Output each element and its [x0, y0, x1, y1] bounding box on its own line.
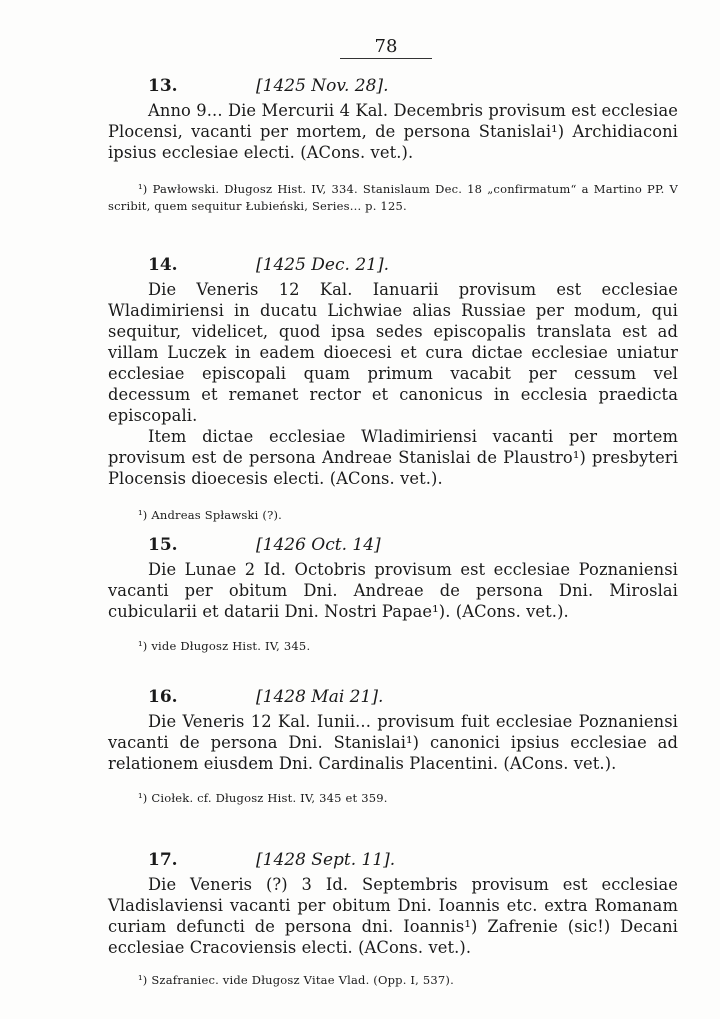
entry-heading: [108, 687, 678, 711]
entry-number: 16.: [148, 687, 178, 707]
entry-text: Die Veneris 12 Kal. Iunii... provisum fuit ecclesiae Poznaniensi vacanti de persona Dni. Stanislai¹) canonici ipsius ecclesiae ad relationem eiusdem Dni. Cardinalis Placentini. (ACons. vet.).: [108, 712, 678, 773]
entry-17: [108, 850, 678, 989]
page-number: 78: [340, 36, 432, 59]
entry-text: Die Veneris 12 Kal. Ianuarii provisum est ecclesiae Wladimiriensi in ducatu Lichwiae alias Russiae per modum, qui sequitur, videlicet, quod ipsa sedes episcopalis translata est ad villam Luczek in eadem dioecesi et cura dictae ecclesiae uniatur ecclesiae episcopali quam primum vacabit per cessum vel decessum et remanet rector et canonicus in ecclesia praedicta episcopali.: [108, 280, 678, 425]
entry-text: Item dictae ecclesiae Wladimiriensi vacanti per mortem provisum est de persona Andreae Stanislai de Plaustro¹) presbyteri Plocensis dioecesis electi. (ACons. vet.).: [108, 427, 678, 488]
entry-date: [1428 Sept. 11].: [256, 850, 396, 870]
entry-text: Die Veneris (?) 3 Id. Septembris provisum est ecclesiae Vladislaviensi vacanti per obitum Dni. Ioannis etc. extra Romanam curiam defuncti de persona dni. Ioannis¹) Zafrenie (sic!) Decani ecclesiae Cracoviensis electi. (ACons. vet.).: [108, 875, 678, 957]
entry-date: [1428 Mai 21].: [256, 687, 384, 707]
entry-16: [108, 687, 678, 807]
entry-number: 15.: [148, 535, 178, 555]
entry-text: Die Lunae 2 Id. Octobris provisum est ecclesiae Poznaniensi vacanti per obitum Dni. Andreae de persona Dni. Miroslai cubicularii et datarii Dni. Nostri Papae¹). (ACons. vet.).: [108, 560, 678, 621]
entry-13: [108, 76, 678, 215]
entry-number: 13.: [148, 76, 178, 96]
entry-date: [1426 Oct. 14]: [256, 535, 381, 555]
entry-heading: [108, 535, 678, 559]
entry-heading: [108, 850, 678, 874]
entry-number: 14.: [148, 255, 178, 275]
footnote: ¹) vide Długosz Hist. IV, 345.: [138, 639, 311, 653]
footnote: ¹) Pawłowski. Długosz Hist. IV, 334. Stanislaum Dec. 18 „confirmatum“ a Martino PP. V scribit, quem sequitur Łubieński, Series... p. 125.: [108, 182, 678, 213]
entry-14: [108, 255, 678, 524]
entry-date: [1425 Dec. 21].: [256, 255, 389, 275]
entry-number: 17.: [148, 850, 178, 870]
footnote: ¹) Szafraniec. vide Długosz Vitae Vlad. (Opp. I, 537).: [138, 973, 454, 987]
entry-15: [108, 535, 678, 655]
footnote: ¹) Ciołek. cf. Długosz Hist. IV, 345 et 359.: [138, 791, 388, 805]
entry-heading: [108, 76, 678, 100]
entry-date: [1425 Nov. 28].: [256, 76, 389, 96]
entry-text: Anno 9... Die Mercurii 4 Kal. Decembris provisum est ecclesiae Plocensi, vacanti per mortem, de persona Stanislai¹) Archidiaconi ipsius ecclesiae electi. (ACons. vet.).: [108, 101, 678, 162]
entry-heading: [108, 255, 678, 279]
footnote: ¹) Andreas Spławski (?).: [138, 508, 283, 522]
